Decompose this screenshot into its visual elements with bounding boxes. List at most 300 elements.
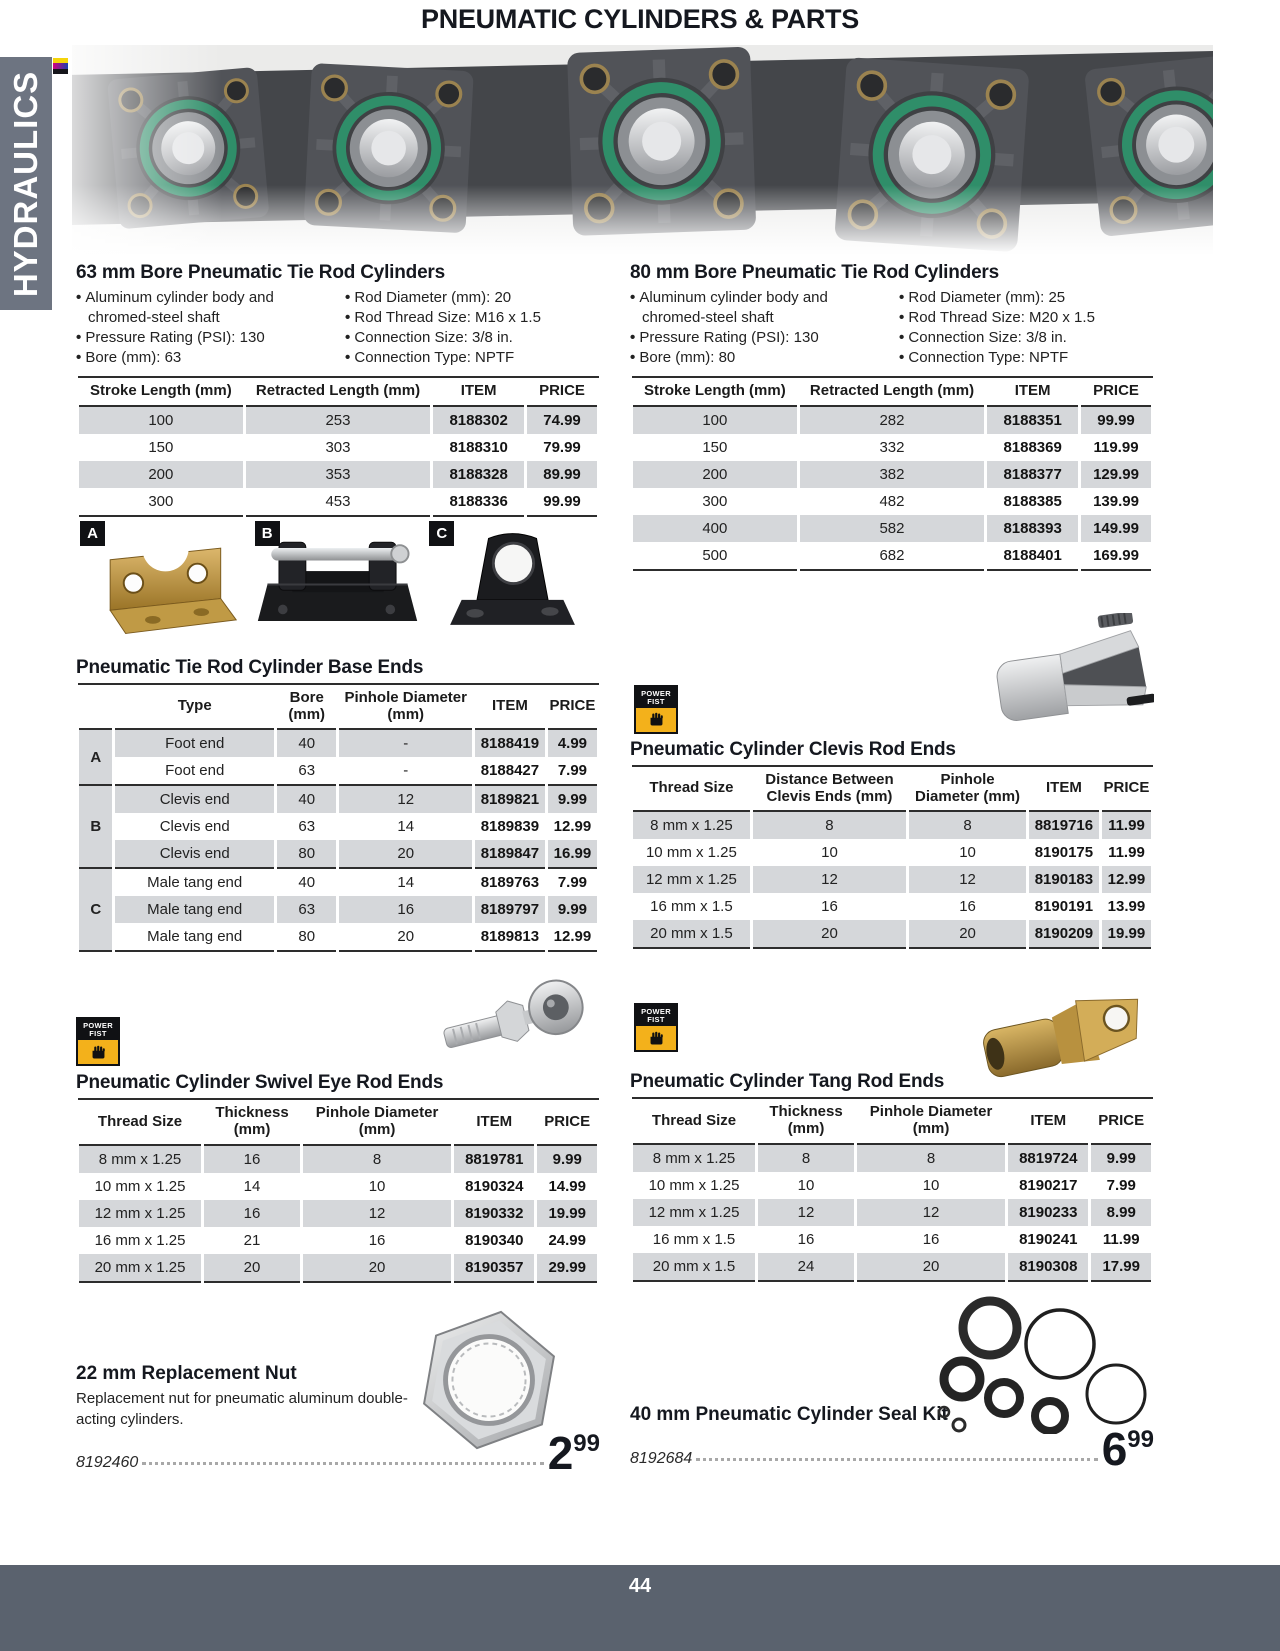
column-header: ITEM: [1027, 766, 1100, 812]
table-cell: Clevis end: [114, 840, 276, 868]
table-cell: 12: [751, 866, 907, 893]
seal-kit-image: [928, 1294, 1158, 1439]
table-cell: 8189839: [473, 813, 546, 840]
table-cell: 16 mm x 1.5: [632, 1226, 757, 1253]
column-header: Type: [114, 684, 276, 730]
table-cell: 8188310: [432, 434, 526, 461]
brand-line1: POWER: [641, 688, 671, 698]
fist-icon: [78, 1040, 118, 1064]
table-cell: 24.99: [536, 1227, 599, 1254]
table-cell: 8190308: [1007, 1253, 1090, 1281]
table-cell: 16.99: [546, 840, 598, 868]
power-fist-logo: [76, 1017, 120, 1066]
table-swivel-eye: [76, 1098, 600, 1283]
table-cell: 14: [338, 813, 473, 840]
table-cell: 10 mm x 1.25: [78, 1173, 203, 1200]
table-cell: 7.99: [1090, 1172, 1153, 1199]
table-cell: 20: [338, 923, 473, 951]
table-cell: 12.99: [546, 813, 598, 840]
table-cell: 9.99: [546, 785, 598, 813]
table-cell: 8190233: [1007, 1199, 1090, 1226]
table-cell: Foot end: [114, 757, 276, 785]
table-cell: 8 mm x 1.25: [632, 811, 752, 839]
table-cell: 382: [798, 461, 986, 488]
column-header: PRICE: [1090, 1098, 1153, 1144]
table-row: [78, 923, 599, 951]
table-cell: 303: [244, 434, 432, 461]
table-cell: 8189813: [473, 923, 546, 951]
table-cell: 11.99: [1100, 839, 1152, 866]
table-cell: 8189797: [473, 896, 546, 923]
table-cell: 20: [203, 1254, 302, 1282]
table-cell: 8188393: [986, 515, 1080, 542]
table-cell: 12 mm x 1.25: [78, 1200, 203, 1227]
table-cell: 200: [632, 461, 799, 488]
table-cell: 16: [757, 1226, 856, 1253]
table-cell: 21: [203, 1227, 302, 1254]
table-cell: 12 mm x 1.25: [632, 1199, 757, 1226]
table-cell: 80: [275, 923, 338, 951]
table-cell: 8: [751, 811, 907, 839]
spec-bullet: • Connection Size: 3/8 in.: [899, 328, 1154, 348]
table-cell: 12: [338, 785, 473, 813]
table-cell: 200: [78, 461, 245, 488]
table-cell: 8819781: [453, 1145, 536, 1173]
table-cell: 20: [908, 920, 1028, 948]
image-label-c: C: [429, 521, 454, 546]
swivel-brand-block: [76, 954, 600, 1072]
table-row: [78, 488, 599, 516]
table-cell: 12 mm x 1.25: [632, 866, 752, 893]
column-header: Retracted Length (mm): [244, 377, 432, 406]
table-cell: 8190209: [1027, 920, 1100, 948]
table-header-row: [632, 1098, 1153, 1144]
left-column: [76, 262, 600, 1543]
column-header: ITEM: [1007, 1098, 1090, 1144]
nut-item-number: 8192460: [76, 1453, 139, 1471]
column-header: Retracted Length (mm): [798, 377, 986, 406]
seal-kit-section: [630, 1300, 1154, 1584]
spec-bullet: • Rod Diameter (mm): 25: [899, 288, 1154, 308]
table-cell: 16: [856, 1226, 1007, 1253]
table-row: [632, 920, 1153, 948]
table-63mm-cylinders: [76, 376, 600, 517]
table-cell: 63: [275, 896, 338, 923]
table-cell: Clevis end: [114, 813, 276, 840]
table-cell: 14: [203, 1173, 302, 1200]
column-header: PRICE: [526, 377, 599, 406]
table-cell: 89.99: [526, 461, 599, 488]
table-header-row: [78, 377, 599, 406]
table-row: [78, 840, 599, 868]
spec-bullet: • Rod Diameter (mm): 20: [345, 288, 600, 308]
brand-line2: FIST: [647, 1015, 665, 1025]
spec-bullet: • Connection Type: NPTF: [345, 348, 600, 368]
table-row: [78, 1254, 599, 1282]
table-cell: 10: [908, 839, 1028, 866]
table-cell: 7.99: [546, 757, 598, 785]
table-row: [632, 1172, 1153, 1199]
tang-brand-block: [630, 951, 1154, 1071]
clevis-brand-block: [630, 573, 1154, 739]
column-header: Thread Size: [78, 1099, 203, 1145]
table-cell: -: [338, 757, 473, 785]
table-cell: 582: [798, 515, 986, 542]
table-cell: 10 mm x 1.25: [632, 1172, 757, 1199]
table-cell: 80: [275, 840, 338, 868]
section-title-63mm: 63 mm Bore Pneumatic Tie Rod Cylinders: [76, 262, 445, 283]
column-header: ITEM: [986, 377, 1080, 406]
table-base-ends: [76, 683, 600, 953]
table-cell: 8190175: [1027, 839, 1100, 866]
section-title-base-ends: Pneumatic Tie Rod Cylinder Base Ends: [76, 656, 424, 678]
column-header: Pinhole Diameter (mm): [338, 684, 473, 730]
table-cell: 40: [275, 729, 338, 757]
table-row: [78, 813, 599, 840]
brand-line2: FIST: [89, 1029, 107, 1039]
table-cell: 12: [856, 1199, 1007, 1226]
table-row: [632, 866, 1153, 893]
table-cell: 8189763: [473, 868, 546, 896]
column-header: Pinhole Diameter (mm): [302, 1099, 453, 1145]
spec-bullet: • Bore (mm): 63: [76, 348, 331, 368]
sidebar-tab-hydraulics: [0, 57, 52, 310]
table-cell: Foot end: [114, 729, 276, 757]
table-cell: 7.99: [546, 868, 598, 896]
table-cell: 8189821: [473, 785, 546, 813]
column-header: Thickness (mm): [203, 1099, 302, 1145]
nut-price: 2 99: [547, 1426, 600, 1479]
table-cell: 13.99: [1100, 893, 1152, 920]
table-cell: 8: [757, 1144, 856, 1172]
table-cell: 79.99: [526, 434, 599, 461]
table-cell: 169.99: [1080, 542, 1153, 570]
table-clevis-rod-ends: [630, 765, 1154, 950]
table-cell: 8190357: [453, 1254, 536, 1282]
table-cell: 8190191: [1027, 893, 1100, 920]
table-row: [78, 729, 599, 757]
table-row: [632, 1226, 1153, 1253]
table-cell: 10: [856, 1172, 1007, 1199]
table-cell: 150: [632, 434, 799, 461]
table-cell: 8190241: [1007, 1226, 1090, 1253]
table-cell: 500: [632, 542, 799, 570]
table-cell: -: [338, 729, 473, 757]
column-header: ITEM: [473, 684, 546, 730]
table-cell: 119.99: [1080, 434, 1153, 461]
spec-bullet: • Connection Size: 3/8 in.: [345, 328, 600, 348]
foot-end-bracket-image: [83, 526, 243, 644]
table-cell: 20: [338, 840, 473, 868]
section-title-swivel: Pneumatic Cylinder Swivel Eye Rod Ends: [76, 1072, 444, 1094]
table-cell: 8190332: [453, 1200, 536, 1227]
table-cell: 8190340: [453, 1227, 536, 1254]
table-cell: 300: [78, 488, 245, 516]
table-row: [632, 893, 1153, 920]
table-cell: 9.99: [546, 896, 598, 923]
table-row: [632, 488, 1153, 515]
tang-rod-end-image: [974, 979, 1154, 1084]
right-column: [630, 262, 1154, 1584]
table-row: [78, 785, 599, 813]
table-row: [632, 515, 1153, 542]
fist-icon: [636, 708, 676, 732]
table-row: [78, 896, 599, 923]
table-cell: 8188351: [986, 406, 1080, 434]
power-fist-logo: [634, 1003, 678, 1052]
table-cell: 12.99: [1100, 866, 1152, 893]
group-label: B: [78, 785, 114, 868]
nut-description: Replacement nut for pneumatic aluminum double-acting cylinders.: [76, 1389, 408, 1428]
column-header: PRICE: [1080, 377, 1153, 406]
table-cell: 99.99: [1080, 406, 1153, 434]
table-header-row: [632, 377, 1153, 406]
eye-end-image: [438, 525, 588, 645]
table-row: [632, 811, 1153, 839]
column-header: Stroke Length (mm): [78, 377, 245, 406]
section-title-clevis: Pneumatic Cylinder Clevis Rod Ends: [630, 738, 956, 760]
table-cell: 16: [908, 893, 1028, 920]
dotted-leader: [696, 1458, 1097, 1461]
table-cell: 8190183: [1027, 866, 1100, 893]
table-cell: Clevis end: [114, 785, 276, 813]
column-header-blank: [78, 684, 114, 730]
column-header: PRICE: [536, 1099, 599, 1145]
page-number: 44: [628, 1575, 652, 1597]
fist-icon: [636, 1026, 676, 1050]
spec-bullet: • Rod Thread Size: M20 x 1.5: [899, 308, 1154, 328]
spec-bullet: • Aluminum cylinder body and chromed-steel shaft: [76, 288, 331, 328]
section-title-80mm: 80 mm Bore Pneumatic Tie Rod Cylinders: [630, 262, 999, 283]
table-row: [78, 406, 599, 434]
group-label: C: [78, 868, 114, 951]
table-row: [78, 1173, 599, 1200]
table-cell: 10 mm x 1.25: [632, 839, 752, 866]
table-cell: 8188385: [986, 488, 1080, 515]
table-cell: 8: [856, 1144, 1007, 1172]
table-cell: 9.99: [536, 1145, 599, 1173]
spec-bullets-80mm: [630, 288, 1154, 368]
column-header: ITEM: [453, 1099, 536, 1145]
table-cell: 10: [757, 1172, 856, 1199]
table-header-row: [78, 1099, 599, 1145]
table-row: [78, 461, 599, 488]
section-title-tang: Pneumatic Cylinder Tang Rod Ends: [630, 1071, 945, 1093]
table-row: [78, 434, 599, 461]
table-cell: 40: [275, 868, 338, 896]
seal-kit-price: 6 99: [1101, 1422, 1154, 1475]
figure-foot-end: [76, 519, 251, 651]
footer-bar: [0, 1565, 1280, 1651]
table-cell: 453: [244, 488, 432, 516]
table-cell: 20: [302, 1254, 453, 1282]
table-cell: 20: [751, 920, 907, 948]
column-header: Thread Size: [632, 1098, 757, 1144]
table-row: [632, 839, 1153, 866]
table-cell: 40: [275, 785, 338, 813]
brand-line2: FIST: [647, 696, 665, 706]
table-cell: 11.99: [1100, 811, 1152, 839]
table-cell: 8 mm x 1.25: [78, 1145, 203, 1173]
table-cell: 332: [798, 434, 986, 461]
spec-bullet: • Aluminum cylinder body and chromed-steel shaft: [630, 288, 885, 328]
base-end-images: [76, 519, 600, 651]
column-header: ITEM: [432, 377, 526, 406]
column-header: Stroke Length (mm): [632, 377, 799, 406]
table-cell: 353: [244, 461, 432, 488]
table-row: [632, 542, 1153, 570]
table-cell: 149.99: [1080, 515, 1153, 542]
hero-image: [72, 45, 1213, 255]
table-cell: 16: [302, 1227, 453, 1254]
spec-bullets-63mm: [76, 288, 600, 368]
seal-kit-item-number: 8192684: [630, 1449, 693, 1467]
page-title: PNEUMATIC CYLINDERS & PARTS: [421, 4, 859, 34]
sidebar-tab-label: HYDRAULICS: [7, 70, 44, 297]
table-cell: 300: [632, 488, 799, 515]
image-label-a: A: [80, 521, 105, 546]
table-cell: 19.99: [1100, 920, 1152, 948]
table-cell: 16: [203, 1145, 302, 1173]
swivel-eye-rod-end-image: [440, 968, 590, 1077]
table-cell: 8188419: [473, 729, 546, 757]
table-cell: 12.99: [546, 923, 598, 951]
table-cell: 8190217: [1007, 1172, 1090, 1199]
brand-line1: POWER: [83, 1021, 113, 1031]
table-cell: 24: [757, 1253, 856, 1281]
table-cell: 8: [908, 811, 1028, 839]
table-header-row: [78, 684, 599, 730]
table-cell: 10: [302, 1173, 453, 1200]
column-header: Distance Between Clevis Ends (mm): [751, 766, 907, 812]
table-cell: 8189847: [473, 840, 546, 868]
table-row: [632, 434, 1153, 461]
table-cell: Male tang end: [114, 896, 276, 923]
column-header: Thickness (mm): [757, 1098, 856, 1144]
replacement-nut-section: [76, 1301, 600, 1543]
table-row: [632, 1253, 1153, 1281]
table-cell: 16 mm x 1.25: [78, 1227, 203, 1254]
table-row: [78, 1227, 599, 1254]
table-cell: 100: [78, 406, 245, 434]
table-cell: 8188336: [432, 488, 526, 516]
table-cell: 482: [798, 488, 986, 515]
table-cell: Male tang end: [114, 868, 276, 896]
column-header: PRICE: [546, 684, 598, 730]
table-cell: 74.99: [526, 406, 599, 434]
group-label: A: [78, 729, 114, 785]
table-cell: 20 mm x 1.5: [632, 920, 752, 948]
table-cell: 253: [244, 406, 432, 434]
table-cell: 17.99: [1090, 1253, 1153, 1281]
table-cell: 20 mm x 1.5: [632, 1253, 757, 1281]
figure-eye-end: [425, 519, 600, 651]
table-cell: 63: [275, 813, 338, 840]
column-header: Thread Size: [632, 766, 752, 812]
table-cell: 12: [302, 1200, 453, 1227]
table-cell: 16 mm x 1.5: [632, 893, 752, 920]
print-registration-mark: [53, 58, 68, 74]
table-cell: 19.99: [536, 1200, 599, 1227]
table-row: [632, 406, 1153, 434]
table-cell: 139.99: [1080, 488, 1153, 515]
figure-clevis-end: [251, 519, 426, 651]
clevis-rod-end-image: [979, 613, 1154, 748]
table-row: [632, 1144, 1153, 1172]
table-cell: 8188369: [986, 434, 1080, 461]
spec-bullet: • Pressure Rating (PSI): 130: [76, 328, 331, 348]
power-fist-logo: [634, 685, 678, 734]
table-cell: 682: [798, 542, 986, 570]
table-cell: Male tang end: [114, 923, 276, 951]
column-header: Bore (mm): [275, 684, 338, 730]
table-cell: 100: [632, 406, 799, 434]
replacement-nut-image: [414, 1301, 564, 1464]
table-row: [632, 461, 1153, 488]
table-cell: 16: [338, 896, 473, 923]
table-cell: 63: [275, 757, 338, 785]
table-cell: 12: [908, 866, 1028, 893]
table-row: [78, 868, 599, 896]
table-tang-rod-ends: [630, 1097, 1154, 1282]
table-header-row: [632, 766, 1153, 812]
table-cell: 29.99: [536, 1254, 599, 1282]
table-cell: 12: [757, 1199, 856, 1226]
table-cell: 8.99: [1090, 1199, 1153, 1226]
table-cell: 8188427: [473, 757, 546, 785]
table-row: [78, 757, 599, 785]
table-cell: 20 mm x 1.25: [78, 1254, 203, 1282]
table-cell: 11.99: [1090, 1226, 1153, 1253]
table-row: [78, 1145, 599, 1173]
spec-bullet: • Rod Thread Size: M16 x 1.5: [345, 308, 600, 328]
column-header: Pinhole Diameter (mm): [856, 1098, 1007, 1144]
table-cell: 99.99: [526, 488, 599, 516]
table-cell: 129.99: [1080, 461, 1153, 488]
nut-title: 22 mm Replacement Nut: [76, 1362, 297, 1384]
table-row: [632, 1199, 1153, 1226]
spec-bullet: • Pressure Rating (PSI): 130: [630, 328, 885, 348]
table-cell: 8188328: [432, 461, 526, 488]
brand-line1: POWER: [641, 1007, 671, 1017]
table-cell: 8: [302, 1145, 453, 1173]
table-cell: 8190324: [453, 1173, 536, 1200]
table-cell: 20: [856, 1253, 1007, 1281]
spec-bullet: • Connection Type: NPTF: [899, 348, 1154, 368]
table-cell: 8819724: [1007, 1144, 1090, 1172]
table-cell: 8 mm x 1.25: [632, 1144, 757, 1172]
table-cell: 8188401: [986, 542, 1080, 570]
table-cell: 4.99: [546, 729, 598, 757]
table-cell: 8188302: [432, 406, 526, 434]
table-cell: 14: [338, 868, 473, 896]
table-cell: 8188377: [986, 461, 1080, 488]
table-cell: 16: [751, 893, 907, 920]
table-cell: 400: [632, 515, 799, 542]
table-cell: 14.99: [536, 1173, 599, 1200]
seal-kit-title: 40 mm Pneumatic Cylinder Seal Kit: [630, 1403, 948, 1425]
table-80mm-cylinders: [630, 376, 1154, 571]
table-cell: 8819716: [1027, 811, 1100, 839]
table-cell: 10: [751, 839, 907, 866]
table-cell: 150: [78, 434, 245, 461]
table-cell: 9.99: [1090, 1144, 1153, 1172]
spec-bullet: • Bore (mm): 80: [630, 348, 885, 368]
table-cell: 282: [798, 406, 986, 434]
table-cell: 16: [203, 1200, 302, 1227]
image-label-b: B: [255, 521, 280, 546]
column-header: Pinhole Diameter (mm): [908, 766, 1028, 812]
